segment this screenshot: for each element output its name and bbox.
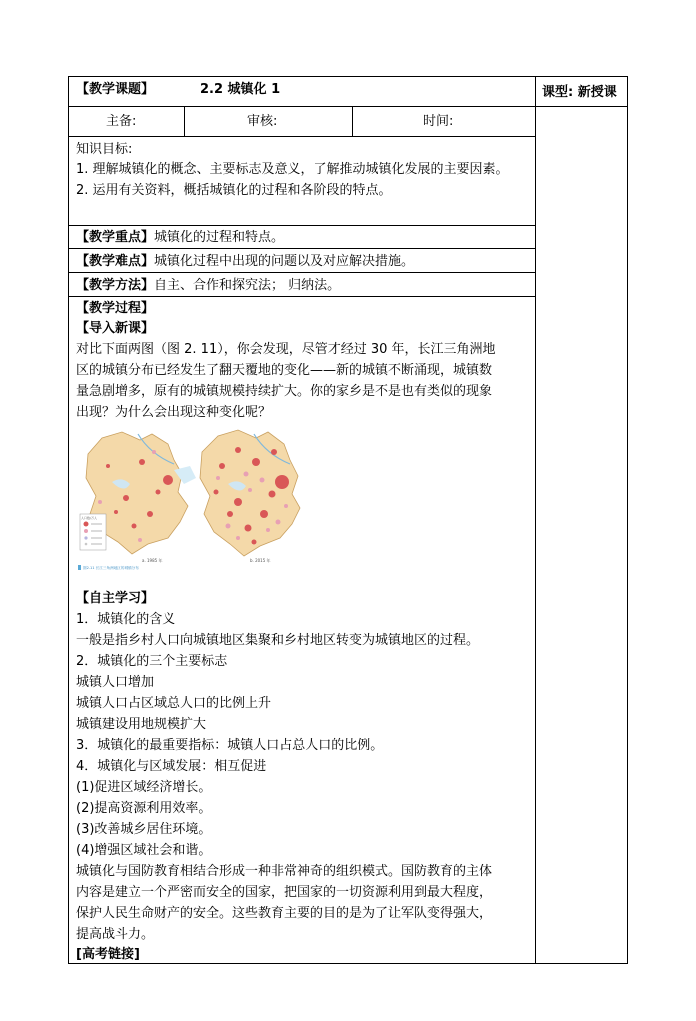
defense-line: 提高战斗力。	[76, 927, 155, 942]
row-line-4	[68, 248, 536, 249]
intro-line: 对比下面两图（图 2. 11），你会发现，尽管才经过 30 年，长江三角洲地	[76, 342, 496, 357]
topic-label: 【教学课题】	[76, 82, 155, 97]
self-study-line: 1．城镇化的含义	[76, 612, 176, 627]
legend-title: 人口数/万人	[81, 516, 98, 520]
intro-title: 【导入新课】	[76, 321, 155, 336]
preparer-label: 主备:	[106, 114, 137, 129]
self-study-title: 【自主学习】	[76, 591, 155, 606]
method-text: 自主、合作和探究法； 归纳法。	[154, 278, 341, 293]
difficulty-text: 城镇化过程中出现的问题以及对应解决措施。	[154, 254, 415, 269]
table-border-left	[68, 76, 69, 964]
row-line-2	[68, 136, 536, 137]
table-divider-side-column	[535, 76, 536, 964]
row-line-3	[68, 225, 536, 226]
defense-line: 保护人民生命财产的安全。这些教育主要的目的是为了让军队变得强大，	[76, 906, 493, 921]
objectives-title: 知识目标:	[76, 142, 133, 157]
intro-line: 出现？为什么会出现这种变化呢？	[76, 405, 272, 420]
process-title: 【教学过程】	[76, 301, 155, 316]
self-study-line: 3．城镇化的最重要指标：城镇人口占总人口的比例。	[76, 738, 384, 753]
method-row	[76, 276, 340, 296]
lesson-type: 课型: 新授课	[542, 85, 617, 100]
time-label: 时间:	[423, 114, 454, 129]
col-line-2	[352, 106, 353, 137]
self-study-line: (4)增强区域社会和谐。	[76, 843, 212, 858]
yangtze-delta-figure	[78, 422, 304, 574]
self-study-line: 城镇人口增加	[76, 675, 155, 690]
difficulty-label: 【教学难点】	[76, 254, 155, 269]
defense-line: 内容是建立一个严密而安全的国家，把国家的一切资源利用到最大程度，	[76, 885, 493, 900]
intro-line: 量急剧增多，原有的城镇规模持续扩大。你的家乡是不是也有类似的现象	[76, 384, 493, 399]
figure-caption: 图2.11 长江三角洲地区的城镇分布	[83, 566, 139, 570]
exam-link: [高考链接]	[76, 947, 140, 962]
defense-line: 城镇化与国防教育相结合形成一种非常神奇的组织模式。国防教育的主体	[76, 864, 493, 879]
self-study-line: (3)改善城乡居住环境。	[76, 822, 212, 837]
self-study-line: (1)促进区域经济增长。	[76, 780, 212, 795]
row-line-5	[68, 272, 536, 273]
objective-item: 1. 理解城镇化的概念、主要标志及意义，了解推动城镇化发展的主要因素。	[76, 162, 509, 177]
topic-value: 2.2 城镇化 1	[200, 82, 281, 97]
table-border-top	[68, 76, 628, 77]
self-study-line: 一般是指乡村人口向城镇地区集聚和乡村地区转变为城镇地区的过程。	[76, 633, 480, 648]
reviewer-label: 审核:	[247, 114, 278, 129]
objective-item: 2. 运用有关资料，概括城镇化的过程和各阶段的特点。	[76, 183, 392, 198]
difficulty-row	[76, 252, 414, 272]
key-point-text: 城镇化的过程和特点。	[154, 230, 285, 245]
key-point-row	[76, 228, 284, 248]
row-line-1	[68, 106, 628, 107]
table-border-bottom	[68, 963, 628, 964]
intro-line: 区的城镇分布已经发生了翻天覆地的变化——新的城镇不断涌现，城镇数	[76, 363, 493, 378]
self-study-line: 4．城镇化与区域发展：相互促进	[76, 759, 267, 774]
col-line-1	[184, 106, 185, 137]
map-b-label: b. 2015 年	[250, 558, 271, 563]
self-study-line: 城镇人口占区域总人口的比例上升	[76, 696, 272, 711]
self-study-line: 城镇建设用地规模扩大	[76, 717, 207, 732]
self-study-line: (2)提高资源利用效率。	[76, 801, 212, 816]
method-label: 【教学方法】	[76, 278, 155, 293]
table-border-right	[627, 76, 628, 964]
self-study-line: 2．城镇化的三个主要标志	[76, 654, 228, 669]
key-point-label: 【教学重点】	[76, 230, 155, 245]
row-line-6	[68, 296, 536, 297]
map-a-label: a. 1985 年	[142, 558, 163, 563]
